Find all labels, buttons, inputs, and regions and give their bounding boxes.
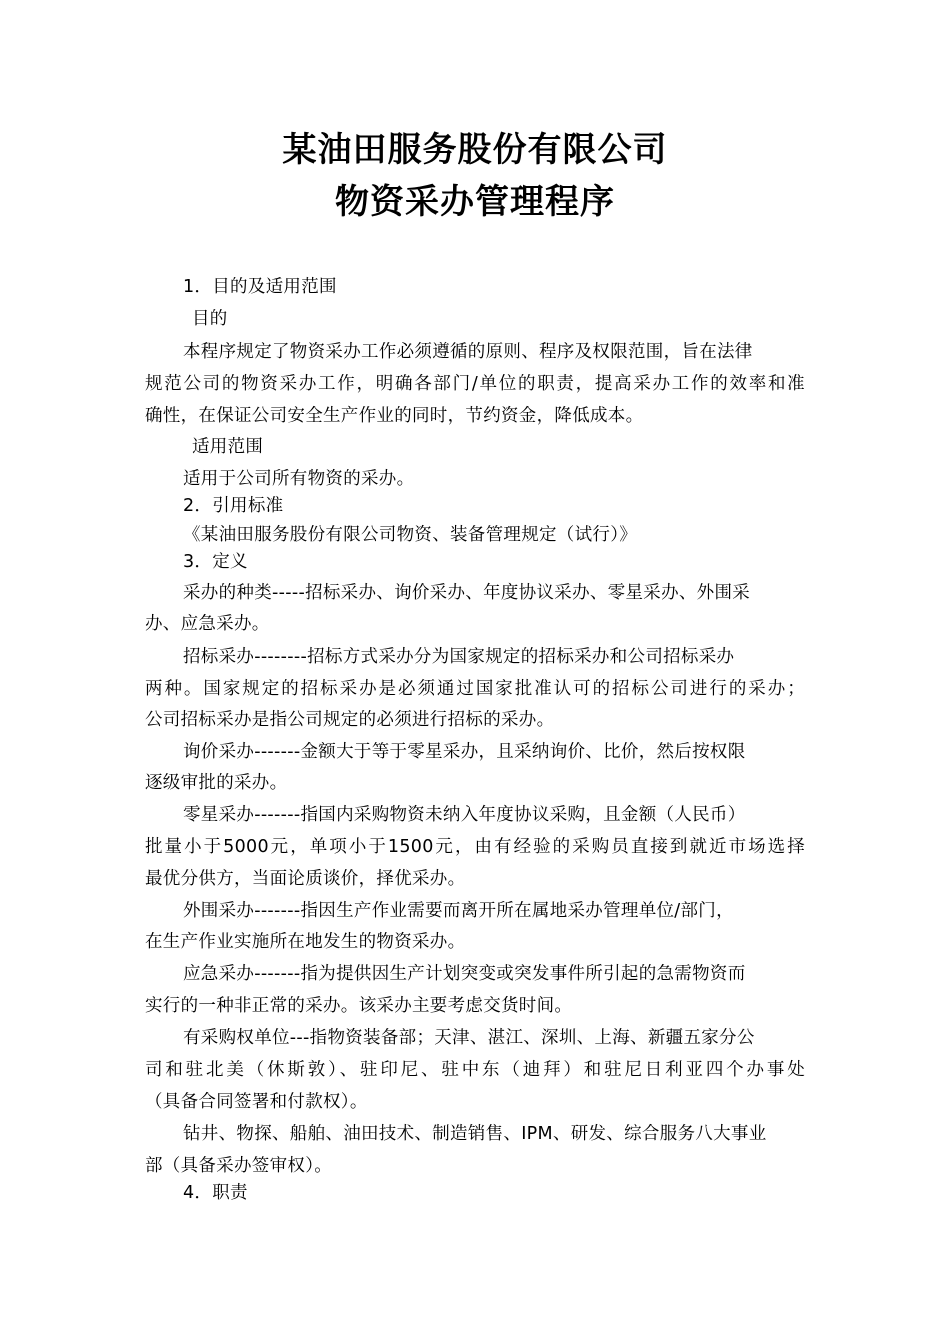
paragraph-line: 适用于公司所有物资的采办。 <box>183 469 415 489</box>
section-heading-2: 2．引用标准 <box>183 496 284 516</box>
paragraph-line: 实行的一种非正常的采办。该采办主要考虑交货时间。 <box>145 996 573 1016</box>
paragraph-line: （具备合同签署和付款权）。 <box>145 1092 368 1112</box>
paragraph-line: 有采购权单位---指物资装备部；天津、湛江、深圳、上海、新疆五家分公 <box>183 1028 755 1048</box>
document-title-line-1: 某油田服务股份有限公司 <box>282 130 668 170</box>
subheading-purpose: 目的 <box>192 309 228 329</box>
paragraph-line: 《某油田服务股份有限公司物资、装备管理规定（试行）》 <box>183 525 638 545</box>
document-title-line-2: 物资采办管理程序 <box>335 182 615 222</box>
subheading-scope: 适用范围 <box>192 437 264 457</box>
paragraph-line: 部（具备采办签审权）。 <box>145 1156 333 1176</box>
paragraph-line: 应急采办-------指为提供因生产计划突变或突发事件所引起的急需物资而 <box>183 964 746 984</box>
paragraph-line: 最优分供方，当面论质谈价，择优采办。 <box>145 869 466 889</box>
paragraph-line: 公司招标采办是指公司规定的必须进行招标的采办。 <box>145 710 555 730</box>
paragraph-line: 两种。国家规定的招标采办是必须通过国家批准认可的招标公司进行的采办； <box>145 679 805 699</box>
paragraph-line: 本程序规定了物资采办工作必须遵循的原则、程序及权限范围，旨在法律 <box>183 342 753 362</box>
section-heading-3: 3．定义 <box>183 552 248 572</box>
paragraph-line: 逐级审批的采办。 <box>145 773 288 793</box>
paragraph-line: 招标采办--------招标方式采办分为国家规定的招标采办和公司招标采办 <box>183 647 735 667</box>
paragraph-line: 询价采办-------金额大于等于零星采办，且采纳询价、比价，然后按权限 <box>183 742 746 762</box>
paragraph-line: 规范公司的物资采办工作，明确各部门/单位的职责，提高采办工作的效率和准 <box>145 374 805 394</box>
paragraph-line: 办、应急采办。 <box>145 614 270 634</box>
paragraph-line: 外围采办-------指因生产作业需要而离开所在属地采办管理单位/部门， <box>183 901 734 921</box>
paragraph-line: 零星采办-------指国内采购物资未纳入年度协议采购，且金额（人民币） <box>183 805 746 825</box>
section-heading-1: 1．目的及适用范围 <box>183 277 337 297</box>
section-heading-4: 4．职责 <box>183 1183 248 1203</box>
paragraph-line: 确性，在保证公司安全生产作业的同时，节约资金，降低成本。 <box>145 406 644 426</box>
paragraph-line: 批量小于5000元，单项小于1500元，由有经验的采购员直接到就近市场选择 <box>145 837 805 857</box>
paragraph-line: 钻井、物探、船舶、油田技术、制造销售、IPM、研发、综合服务八大事业 <box>183 1124 767 1144</box>
paragraph-line: 采办的种类-----招标采办、询价采办、年度协议采办、零星采办、外围采 <box>183 583 751 603</box>
paragraph-line: 司和驻北美（休斯敦）、驻印尼、驻中东（迪拜）和驻尼日利亚四个办事处 <box>145 1060 805 1080</box>
paragraph-line: 在生产作业实施所在地发生的物资采办。 <box>145 932 466 952</box>
